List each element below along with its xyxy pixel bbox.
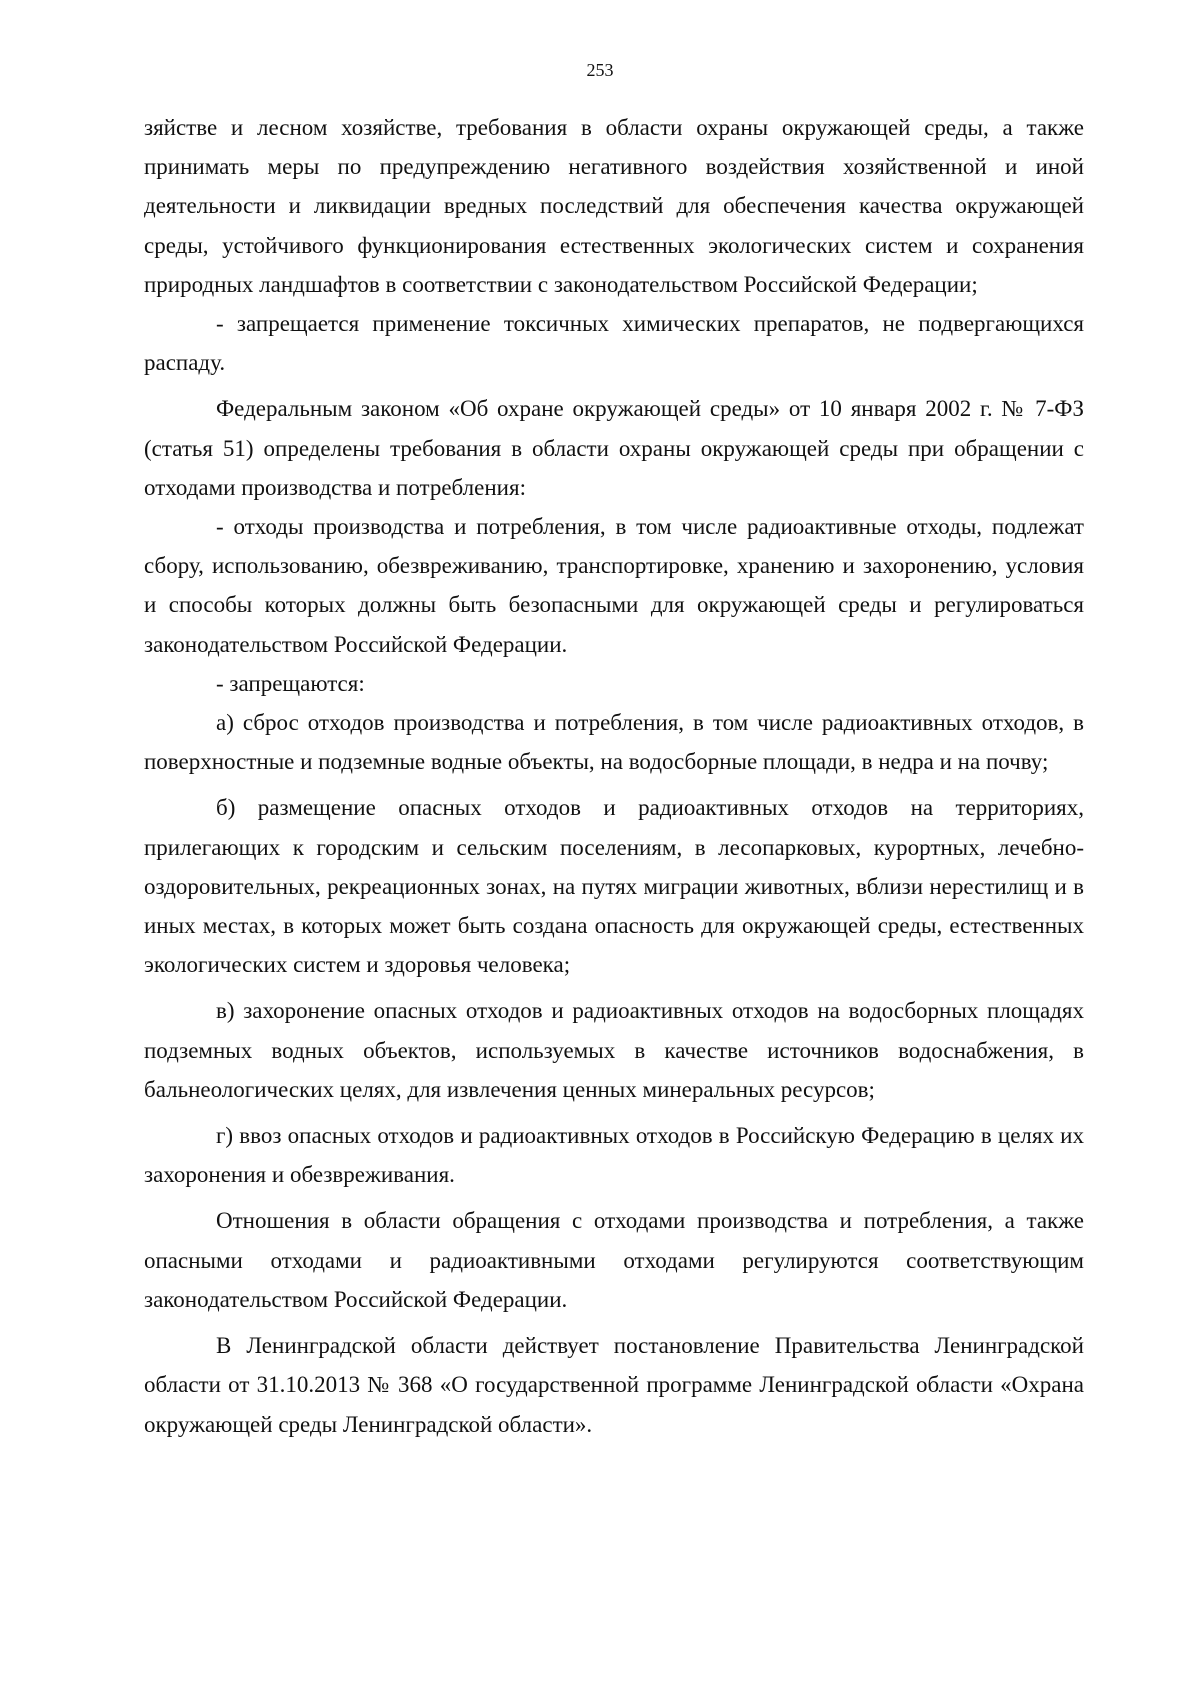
- paragraph: зяйстве и лесном хозяйстве, требования в области охраны окружающей среды, а также принимать меры по предупреждению негативного воздействия хозяйственной и иной деятельности и ликвидации вредных последствий для обеспечения качества окружающей среды, устойчивого функционирования естественных экологических систем и сохранения природных ландшафтов в соответствии с законодательством Российской Федерации;: [144, 115, 1084, 297]
- paragraph: - отходы производства и потребления, в том числе радиоактивные отходы, подлежат сбору, использованию, обезвреживанию, транспортировке, хранению и захоронению, условия и способы которых должны быть безопасными для окружающей среды и регулироваться законодательством Российской Федерации.: [144, 514, 1084, 657]
- paragraph: Отношения в области обращения с отходами производства и потребления, а также опасными отходами и радиоактивными отходами регулируются соответствующим законодательством Российской Федерации.: [144, 1208, 1084, 1312]
- paragraph: Федеральным законом «Об охране окружающей среды» от 10 января 2002 г. № 7-ФЗ (статья 51) определены требования в области охраны окружающей среды при обращении с отходами производства и потребления:: [144, 396, 1084, 500]
- paragraph: - запрещается применение токсичных химических препаратов, не подвергающихся распаду.: [144, 311, 1084, 376]
- document-body: [144, 108, 1084, 1444]
- paragraph: В Ленинградской области действует постановление Правительства Ленинградской области от 31.10.2013 № 368 «О государственной программе Ленинградской области «Охрана окружающей среды Ленинградской области».: [144, 1333, 1084, 1437]
- paragraph: - запрещаются:: [216, 670, 365, 696]
- paragraph: б) размещение опасных отходов и радиоактивных отходов на территориях, прилегающих к городским и сельским поселениям, в лесопарковых, курортных, лечебно-оздоровительных, рекреационных зонах, на путях миграции животных, вблизи нерестилищ и в иных местах, в которых может быть создана опасность для окружающей среды, естественных экологических систем и здоровья человека;: [144, 795, 1084, 978]
- page-number: 253: [586, 60, 614, 80]
- paragraph: в) захоронение опасных отходов и радиоактивных отходов на водосборных площадях подземных водных объектов, используемых в качестве источников водоснабжения, в бальнеологических целях, для извлечения ценных минеральных ресурсов;: [144, 998, 1084, 1102]
- paragraph: г) ввоз опасных отходов и радиоактивных отходов в Российскую Федерацию в целях их захоронения и обезвреживания.: [144, 1123, 1084, 1188]
- paragraph: а) сброс отходов производства и потребления, в том числе радиоактивных отходов, в поверхностные и подземные водные объекты, на водосборные площади, в недра и на почву;: [144, 710, 1084, 775]
